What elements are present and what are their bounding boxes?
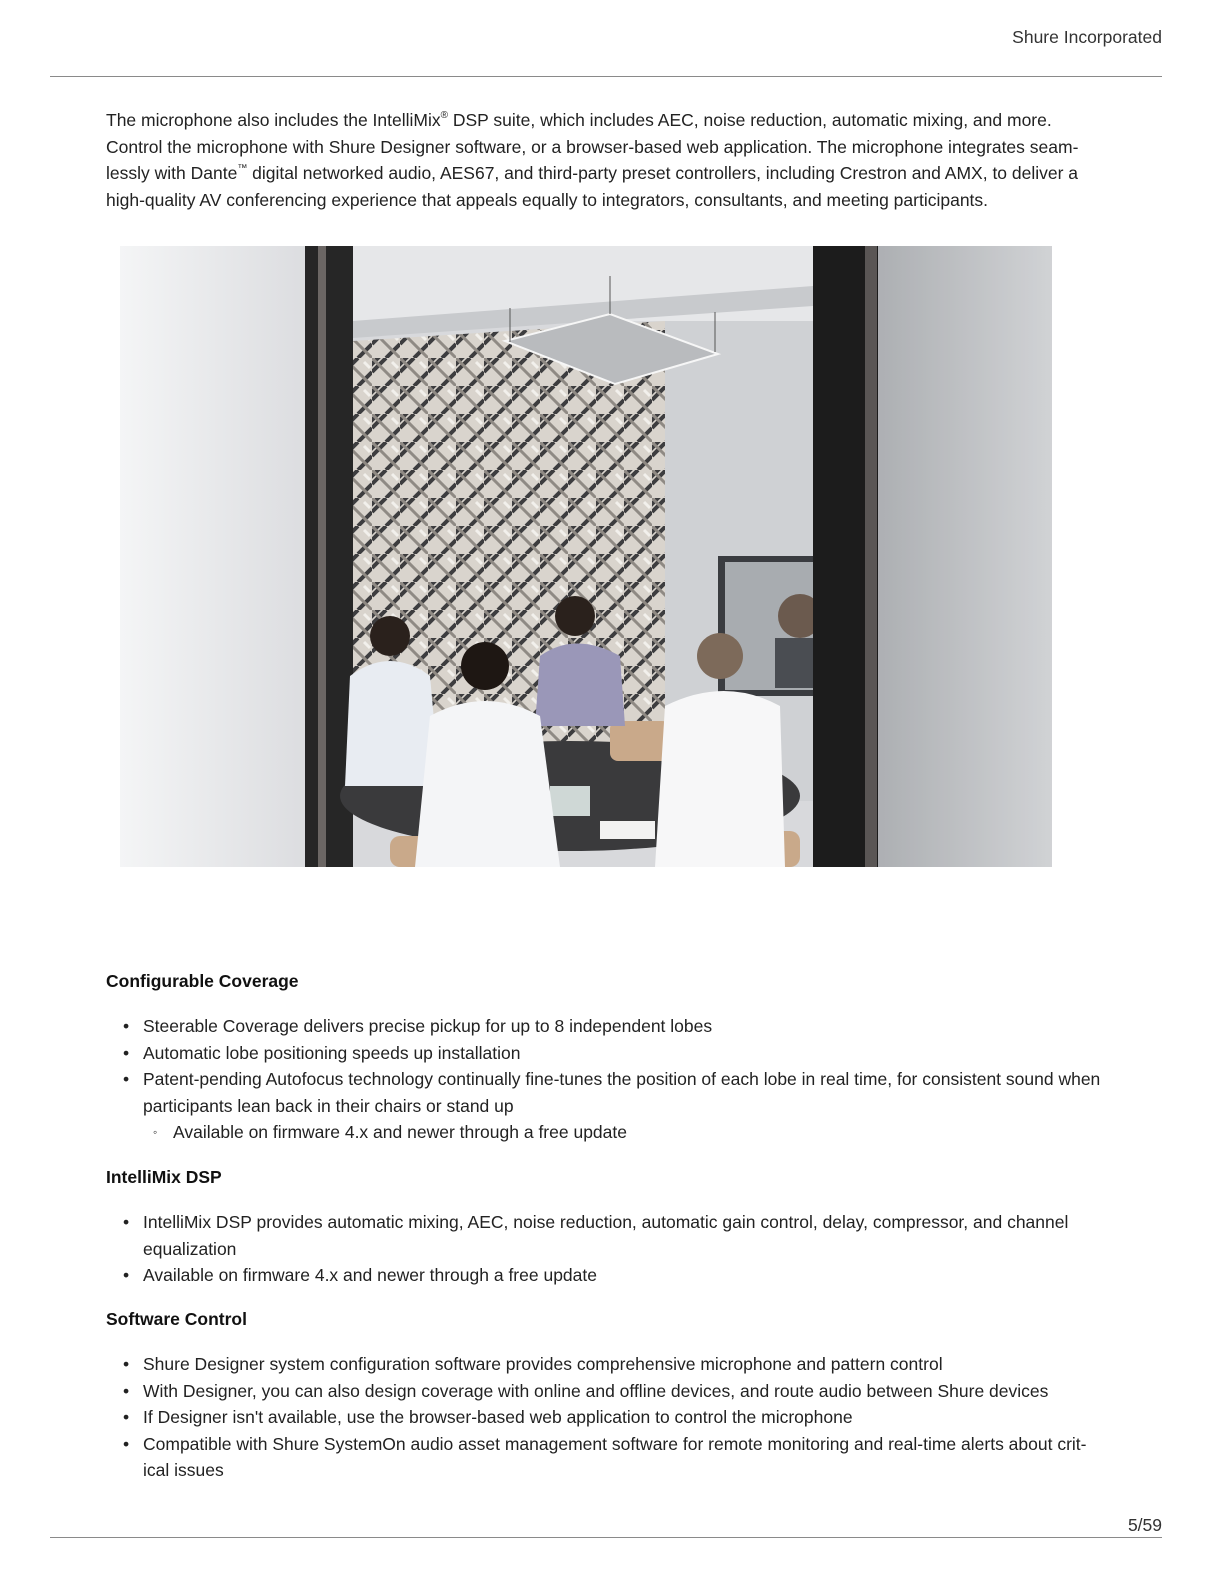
- software-list: [106, 1351, 1106, 1484]
- coverage-list: [106, 1013, 1106, 1146]
- list-item: • Automatic lobe positioning speeds up installation: [123, 1042, 521, 1063]
- list-item: • Available on firmware 4.x and newer through a free update: [123, 1265, 597, 1286]
- intro-paragraph: The microphone also includes the IntelliMix® DSP suite, which includes AEC, noise reduction, automatic mixing, and more. Control the microphone with Shure Designer software, or a browser-based web application. The microphone integrates seamlessly with Dante™ digital networked audio, AES67, and third-party preset controllers, including Crestron and AMX, to deliver a high-quality AV conferencing experience that appeals equally to integrators, consultants, and meeting participants.: [106, 110, 1079, 210]
- dsp-list: [106, 1209, 1106, 1289]
- header-company-name: Shure Incorporated: [1012, 27, 1162, 47]
- page-number: 5/59: [1127, 1515, 1162, 1535]
- coverage-sublist: [143, 1119, 1106, 1146]
- footer-divider: [50, 1537, 1162, 1538]
- list-item: • If Designer isn't available, use the browser-based web application to control the microphone: [123, 1407, 853, 1428]
- heading-configurable-coverage: Configurable Coverage: [106, 971, 299, 991]
- list-item: • IntelliMix DSP provides automatic mixing, AEC, noise reduction, automatic gain control, delay, compressor, and channel equalization: [123, 1212, 1069, 1259]
- conference-room-photo: [120, 246, 1052, 867]
- list-item: • With Designer, you can also design coverage with online and offline devices, and route audio between Shure devices: [123, 1380, 1049, 1401]
- list-item: • Shure Designer system configuration software provides comprehensive microphone and pattern control: [123, 1354, 943, 1374]
- heading-software-control: Software Control: [106, 1309, 247, 1329]
- heading-intellimix-dsp: IntelliMix DSP: [106, 1167, 222, 1187]
- list-item: • Compatible with Shure SystemOn audio asset management software for remote monitoring and real-time alerts about critical issues: [123, 1433, 1087, 1481]
- list-item: • Patent-pending Autofocus technology continually fine-tunes the position of each lobe in real time, for consistent sound when participants lean back in their chairs or stand up ◦ Available on firmware 4.x and newer through a free update: [106, 1066, 1106, 1146]
- header-divider: [50, 76, 1162, 77]
- list-item: • Steerable Coverage delivers precise pickup for up to 8 independent lobes: [123, 1016, 713, 1036]
- sub-list-item: ◦ Available on firmware 4.x and newer through a free update: [153, 1122, 627, 1143]
